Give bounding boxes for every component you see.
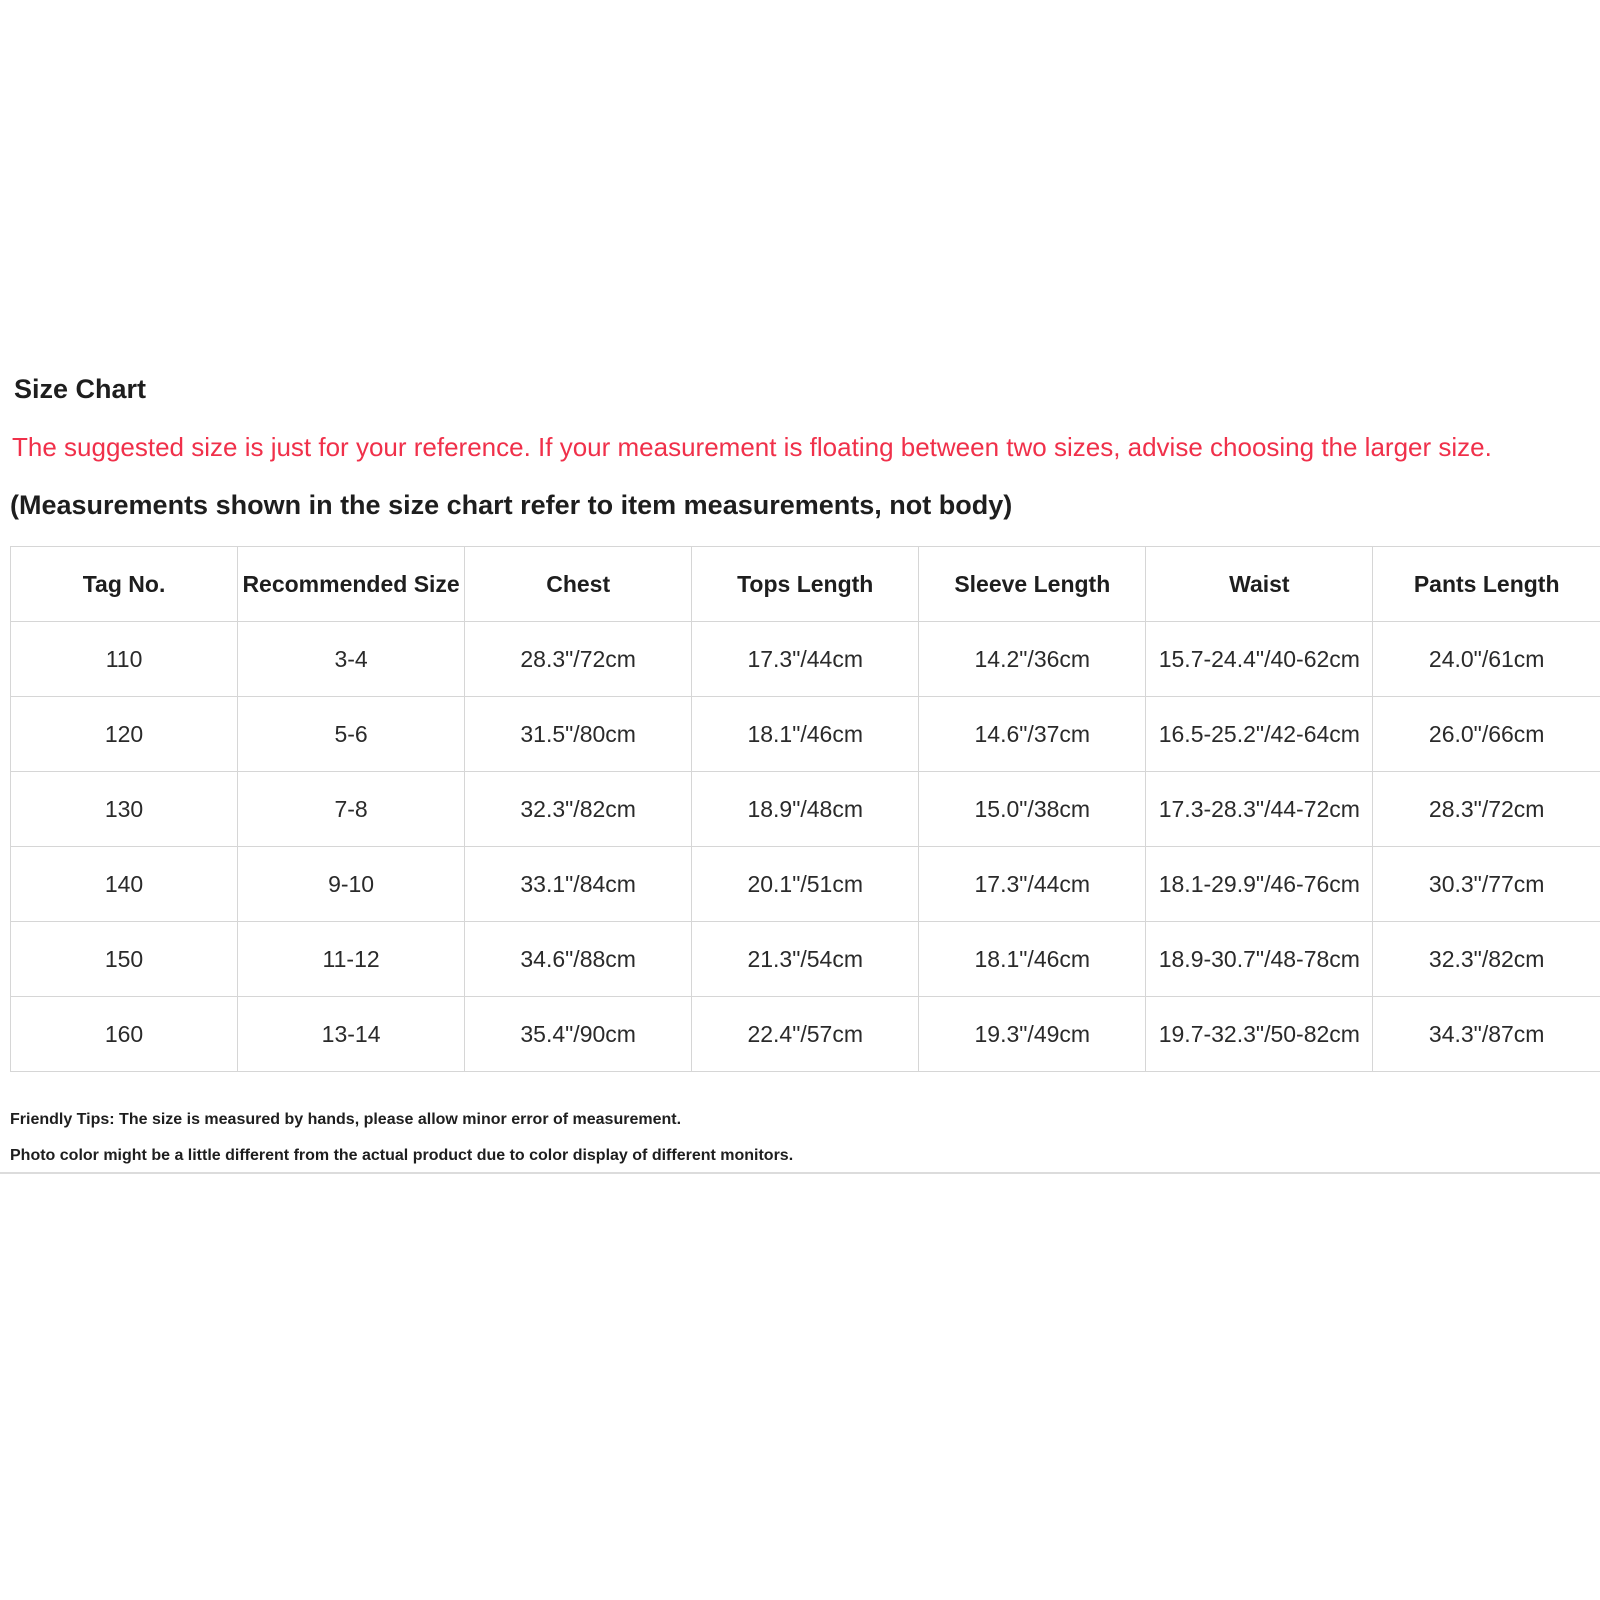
- table-row: [11, 997, 1600, 1072]
- table-cell: 15.0"/38cm: [919, 772, 1146, 847]
- table-cell: 120: [11, 697, 238, 772]
- table-row: [11, 772, 1600, 847]
- column-header: Recommended Size: [238, 547, 465, 622]
- table-cell: 160: [11, 997, 238, 1072]
- color-tip: Photo color might be a little different from the actual product due to color display of different monitors.: [10, 1147, 794, 1164]
- table-cell: 17.3"/44cm: [692, 622, 919, 697]
- column-header: Chest: [465, 547, 692, 622]
- page-title: Size Chart: [14, 374, 147, 404]
- table-cell: 18.9"/48cm: [692, 772, 919, 847]
- table-cell: 31.5"/80cm: [465, 697, 692, 772]
- table-cell: 28.3"/72cm: [1373, 772, 1600, 847]
- column-header: Sleeve Length: [919, 547, 1146, 622]
- measurement-note: (Measurements shown in the size chart refer to item measurements, not body): [10, 490, 1013, 520]
- table-cell: 7-8: [238, 772, 465, 847]
- table-row: [11, 622, 1600, 697]
- table-cell: 24.0"/61cm: [1373, 622, 1600, 697]
- table-cell: 150: [11, 922, 238, 997]
- table-cell: 5-6: [238, 697, 465, 772]
- table-cell: 32.3"/82cm: [465, 772, 692, 847]
- table-header-row: [11, 547, 1600, 622]
- table-cell: 34.3"/87cm: [1373, 997, 1600, 1072]
- table-cell: 13-14: [238, 997, 465, 1072]
- table-cell: 20.1"/51cm: [692, 847, 919, 922]
- column-header: Tops Length: [692, 547, 919, 622]
- table-cell: 26.0"/66cm: [1373, 697, 1600, 772]
- table-cell: 22.4"/57cm: [692, 997, 919, 1072]
- table-cell: 17.3"/44cm: [919, 847, 1146, 922]
- table-cell: 18.1"/46cm: [692, 697, 919, 772]
- table-cell: 32.3"/82cm: [1373, 922, 1600, 997]
- table-cell: 110: [11, 622, 238, 697]
- table-cell: 130: [11, 772, 238, 847]
- table-cell: 15.7-24.4"/40-62cm: [1146, 622, 1373, 697]
- size-chart-panel: [0, 350, 1600, 1174]
- table-cell: 33.1"/84cm: [465, 847, 692, 922]
- table-cell: 34.6"/88cm: [465, 922, 692, 997]
- column-header: Pants Length: [1373, 547, 1600, 622]
- column-header: Tag No.: [11, 547, 238, 622]
- table-cell: 14.2"/36cm: [919, 622, 1146, 697]
- table-cell: 11-12: [238, 922, 465, 997]
- table-row: [11, 922, 1600, 997]
- table-cell: 140: [11, 847, 238, 922]
- table-row: [11, 697, 1600, 772]
- table-cell: 14.6"/37cm: [919, 697, 1146, 772]
- table-cell: 30.3"/77cm: [1373, 847, 1600, 922]
- size-notice: The suggested size is just for your reference. If your measurement is floating between two sizes, advise choosing the larger size.: [12, 432, 1492, 462]
- table-cell: 17.3-28.3"/44-72cm: [1146, 772, 1373, 847]
- table-cell: 3-4: [238, 622, 465, 697]
- table-cell: 18.1-29.9"/46-76cm: [1146, 847, 1373, 922]
- table-cell: 19.7-32.3"/50-82cm: [1146, 997, 1373, 1072]
- table-cell: 28.3"/72cm: [465, 622, 692, 697]
- table-cell: 35.4"/90cm: [465, 997, 692, 1072]
- table-cell: 19.3"/49cm: [919, 997, 1146, 1072]
- table-cell: 18.1"/46cm: [919, 922, 1146, 997]
- table-cell: 18.9-30.7"/48-78cm: [1146, 922, 1373, 997]
- table-cell: 21.3"/54cm: [692, 922, 919, 997]
- column-header: Waist: [1146, 547, 1373, 622]
- table-cell: 16.5-25.2"/42-64cm: [1146, 697, 1373, 772]
- table-cell: 9-10: [238, 847, 465, 922]
- size-table: [10, 546, 1600, 1072]
- table-row: [11, 847, 1600, 922]
- friendly-tip: Friendly Tips: The size is measured by hands, please allow minor error of measurement.: [10, 1111, 682, 1128]
